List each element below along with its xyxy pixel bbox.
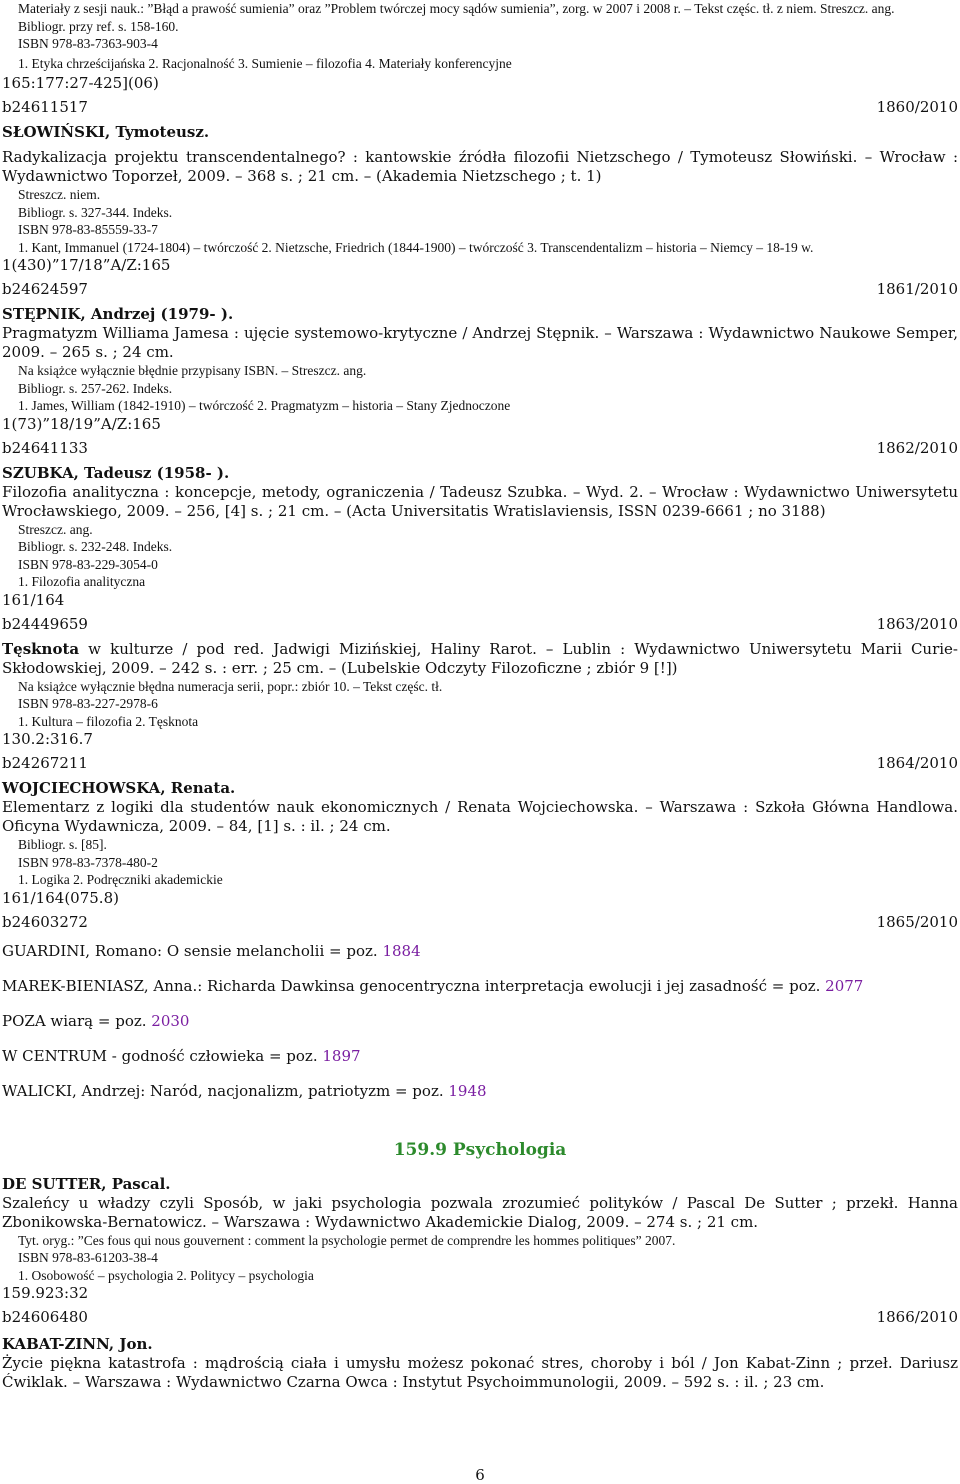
record-title: Elementarz z logiki dla studentów nauk ekonomicznych / Renata Wojciechowska. – Warszawa : Szkoła Główna Handlowa. Oficyna Wydawnicza, 2009. – 84, [1] s. : il. ; 24 cm. [2,798,958,835]
cross-ref [2,977,958,996]
record-number: 1863/2010 [876,614,958,633]
cross-references [2,942,958,1101]
cross-ref-text: WALICKI, Andrzej: Naród, nacjonalizm, patriotyzm = poz. [2,1081,449,1100]
cross-ref-link[interactable]: 2030 [151,1011,190,1030]
catalog-record [2,98,958,275]
record-author: KABAT-ZINN, Jon. [2,1335,153,1353]
intro-note: Materiały z sesji nauk.: ”Błąd a prawość sumienia” oraz ”Problem twórczej mocy sądów sumienia”, zorg. w 2007 i 2008 r. – Tekst częśc. tł. z niem. Streszcz. ang. [18,1,895,16]
record-number: 1865/2010 [876,912,958,931]
record-subjects: 1. Kultura – filozofia 2. Tęsknota [18,713,199,729]
record-note: ISBN 978-83-61203-38-4 [18,1250,158,1265]
record-classification: 1(73)”18/19”A/Z:165 [2,414,161,433]
record-note: Bibliogr. s. [85]. [18,837,107,852]
intro-note: ISBN 978-83-7363-903-4 [18,36,158,51]
record-author: WOJCIECHOWSKA, Renata. [2,779,236,797]
cross-ref-link[interactable]: 1897 [322,1046,361,1065]
cross-ref [2,1082,958,1101]
record-note: Bibliogr. s. 232-248. Indeks. [18,539,173,554]
record-note: Bibliogr. s. 327-344. Indeks. [18,204,173,220]
catalog-record [2,1335,958,1392]
cross-ref-link[interactable]: 1948 [448,1081,487,1100]
record-author: STĘPNIK, Andrzej (1979- ). [2,305,234,323]
cross-ref-link[interactable]: 2077 [825,976,864,995]
intro-classification: 165:177:27-425](06) [2,74,159,92]
catalog-record [2,1175,958,1304]
record-title: Życie piękna katastrofa : mądrością ciała i umysłu możesz pokonać stres, choroby i ból / Jon Kabat-Zinn ; przeł. Dariusz Ćwiklak. – Warszawa : Wydawnictwo Czarna Owca : Instytut Psychoimmunologii, 2009. – 592 s. : il. ; 23 cm. [2,1354,958,1391]
record-number: 1860/2010 [876,98,958,116]
cross-ref [2,1047,958,1066]
record-note: ISBN 978-83-229-3054-0 [18,556,158,572]
record-subjects: 1. Kant, Immanuel (1724-1804) – twórczość 2. Nietzsche, Friedrich (1844-1900) – twórczość 3. Transcendentalizm – historia – Niemcy – 18-19 w. [18,239,814,255]
record-note: ISBN 978-83-227-2978-6 [18,696,158,711]
record-id-row [2,98,958,117]
cross-ref [2,1012,958,1031]
record-classification: 159.923:32 [2,1284,89,1302]
record-note: Na książce wyłącznie błędna numeracja serii, popr.: zbiór 10. – Tekst częśc. tł. [18,678,443,694]
record-title-head: Tęsknota [2,639,80,658]
record-note: ISBN 978-83-7378-480-2 [18,854,158,870]
cross-ref-link[interactable]: 1884 [382,941,421,960]
cross-ref-text: POZA wiarą = poz. [2,1011,152,1030]
record-id-row [2,1308,958,1327]
record-author: SZUBKA, Tadeusz (1958- ). [2,463,230,482]
record-number: 1861/2010 [876,280,958,298]
cross-ref [2,942,958,961]
record-id: b24606480 [2,1308,88,1326]
record-note: ISBN 978-83-85559-33-7 [18,222,158,237]
record-title: Filozofia analityczna : koncepcje, metody, ograniczenia / Tadeusz Szubka. – Wyd. 2. – Wrocław : Wydawnictwo Uniwersytetu Wrocławskiego, 2009. – 256, [4] s. ; 21 cm. – (Acta Universitatis Wratislaviensis, ISSN 0239-6661 ; no 3188) [2,482,958,520]
record-id: b24449659 [2,614,88,633]
record-id-row [2,280,958,299]
record-title: Radykalizacja projektu transcendentalnego? : kantowskie źródła filozofii Nietzschego / Tymoteusz Słowiński. – Wrocław : Wydawnictwo Toporzeł, 2009. – 368 s. ; 21 cm. – (Akademia Nietzschego ; t. 1) [2,148,958,185]
intro-block [2,0,958,93]
page-number: 6 [475,1466,485,1484]
cross-ref-text: MAREK-BIENIASZ, Anna.: Richarda Dawkinsa genocentryczna interpretacja ewolucji i jej zasadność = poz. [2,976,826,995]
record-note: Bibliogr. s. 257-262. Indeks. [18,380,173,396]
record-number: 1864/2010 [876,754,958,772]
record-title: Pragmatyzm Williama Jamesa : ujęcie systemowo-krytyczne / Andrzej Stępnik. – Warszawa : Wydawnictwo Naukowe Semper, 2009. – 265 s. ; 24 cm. [2,324,958,361]
intro-subjects: 1. Etyka chrześcijańska 2. Racjonalność 3. Sumienie – filozofia 4. Materiały konferencyjne [18,55,512,71]
record-title-rest: w kulturze / pod red. Jadwigi Mizińskiej, Haliny Rarot. – Lublin : Wydawnictwo Uniwersytetu Marii Curie-Skłodowskiej, 2009. – 242 s. : err. ; 25 cm. – (Lubelskie Odczyty Filozoficzne ; zbiór 9 [!]) [2,639,958,677]
record-id-row [2,615,958,634]
record-classification: 161/164 [2,590,65,609]
record-id: b24603272 [2,912,88,931]
record-note: Tyt. oryg.: ”Ces fous qui nous gouvernent : comment la psychologie permet de comprendre les hommes politiques” 2007. [18,1232,676,1248]
record-classification: 1(430)”17/18”A/Z:165 [2,256,171,274]
cross-ref-text: W CENTRUM - godność człowieka = poz. [2,1046,323,1065]
record-id: b24267211 [2,754,88,772]
record-subjects: 1. James, William (1842-1910) – twórczość 2. Pragmatyzm – historia – Stany Zjednoczone [18,398,511,413]
catalog-record [2,280,958,434]
record-number: 1866/2010 [876,1308,958,1326]
record-note: Streszcz. niem. [18,187,101,202]
catalog-record [2,754,958,908]
record-id: b24641133 [2,438,88,457]
intro-note: Bibliogr. przy ref. s. 158-160. [18,18,179,34]
record-classification: 161/164(075.8) [2,888,119,907]
record-number: 1862/2010 [876,438,958,457]
record-title [2,640,958,678]
record-subjects: 1. Osobowość – psychologia 2. Politycy – psychologia [18,1267,314,1283]
record-subjects: 1. Logika 2. Podręczniki akademickie [18,872,223,887]
record-subjects: 1. Filozofia analityczna [18,574,146,589]
record-title: Szaleńcy u władzy czyli Sposób, w jaki psychologia pozwala zrozumieć polityków / Pascal De Sutter ; przekł. Hanna Zbonikowska-Bernatowicz. – Warszawa : Wydawnictwo Akademickie Dialog, 2009. – 274 s. ; 21 cm. [2,1193,958,1231]
record-id-row [2,439,958,458]
record-id-row [2,754,958,773]
record-classification: 130.2:316.7 [2,730,93,748]
catalog-record [2,439,958,610]
section-title: 159.9 Psychologia [393,1139,567,1160]
record-author: SŁOWIŃSKI, Tymoteusz. [2,123,210,141]
record-author: DE SUTTER, Pascal. [2,1174,171,1193]
record-id: b24624597 [2,280,88,298]
record-id-row [2,913,958,932]
record-note: Na książce wyłącznie błędnie przypisany ISBN. – Streszcz. ang. [18,363,367,378]
record-id: b24611517 [2,98,88,116]
cross-ref-text: GUARDINI, Romano: O sensie melancholii = poz. [2,941,383,960]
record-note: Streszcz. ang. [18,521,93,537]
catalog-record [2,615,958,750]
